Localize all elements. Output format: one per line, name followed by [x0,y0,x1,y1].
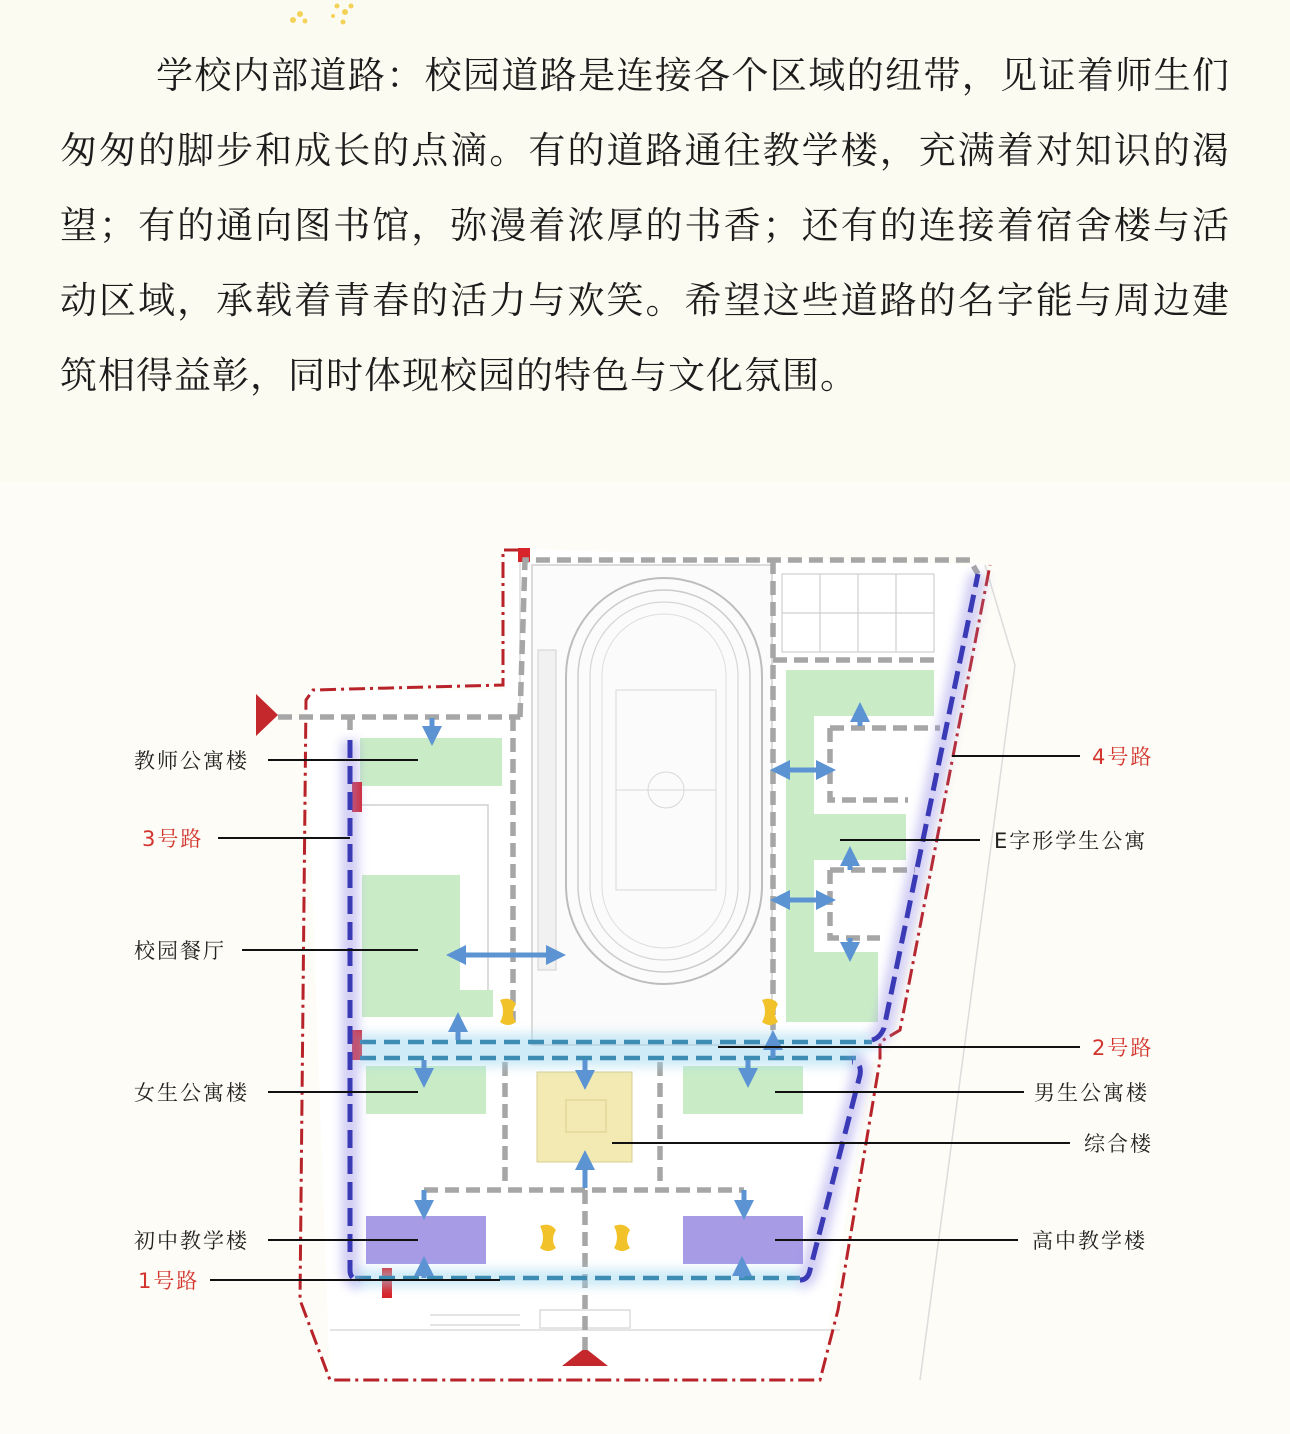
label-road-3: 3号路 [142,827,204,851]
text-panel [0,0,1290,482]
label-girls-dorm: 女生公寓楼 [134,1081,249,1105]
label-senior-building: 高中教学楼 [1032,1229,1147,1253]
intro-paragraph: 学校内部道路：校园道路是连接各个区域的纽带，见证着师生们匆匆的脚步和成长的点滴。有的道路通往教学楼，充满着对知识的渴望；有的通向图书馆，弥漫着浓厚的书香；还有的连接着宿舍楼与活动区域，承载着青春的活力与欢笑。希望这些道路的名字能与周边建筑相得益彰，同时体现校园的特色与文化氛围。 [60,54,1230,397]
label-canteen: 校园餐厅 [134,939,226,963]
boys-dorm-building [683,1066,803,1114]
label-boys-dorm: 男生公寓楼 [1034,1081,1149,1105]
label-road-4: 4号路 [1092,745,1154,769]
label-road-2: 2号路 [1092,1036,1154,1060]
canteen-building [362,875,460,1017]
label-teacher-apartment: 教师公寓楼 [134,749,249,773]
sparkle-decoration [285,0,365,30]
campus-map [0,482,1290,1434]
stadium [532,565,772,1045]
complex-building [537,1072,632,1162]
label-e-dorm: E字形学生公寓 [994,829,1148,853]
label-junior-building: 初中教学楼 [134,1229,249,1253]
label-road-1: 1号路 [138,1269,200,1293]
label-complex-building: 综合楼 [1084,1132,1153,1156]
entrance-west [256,694,278,736]
teacher-apartment-building [360,738,502,786]
